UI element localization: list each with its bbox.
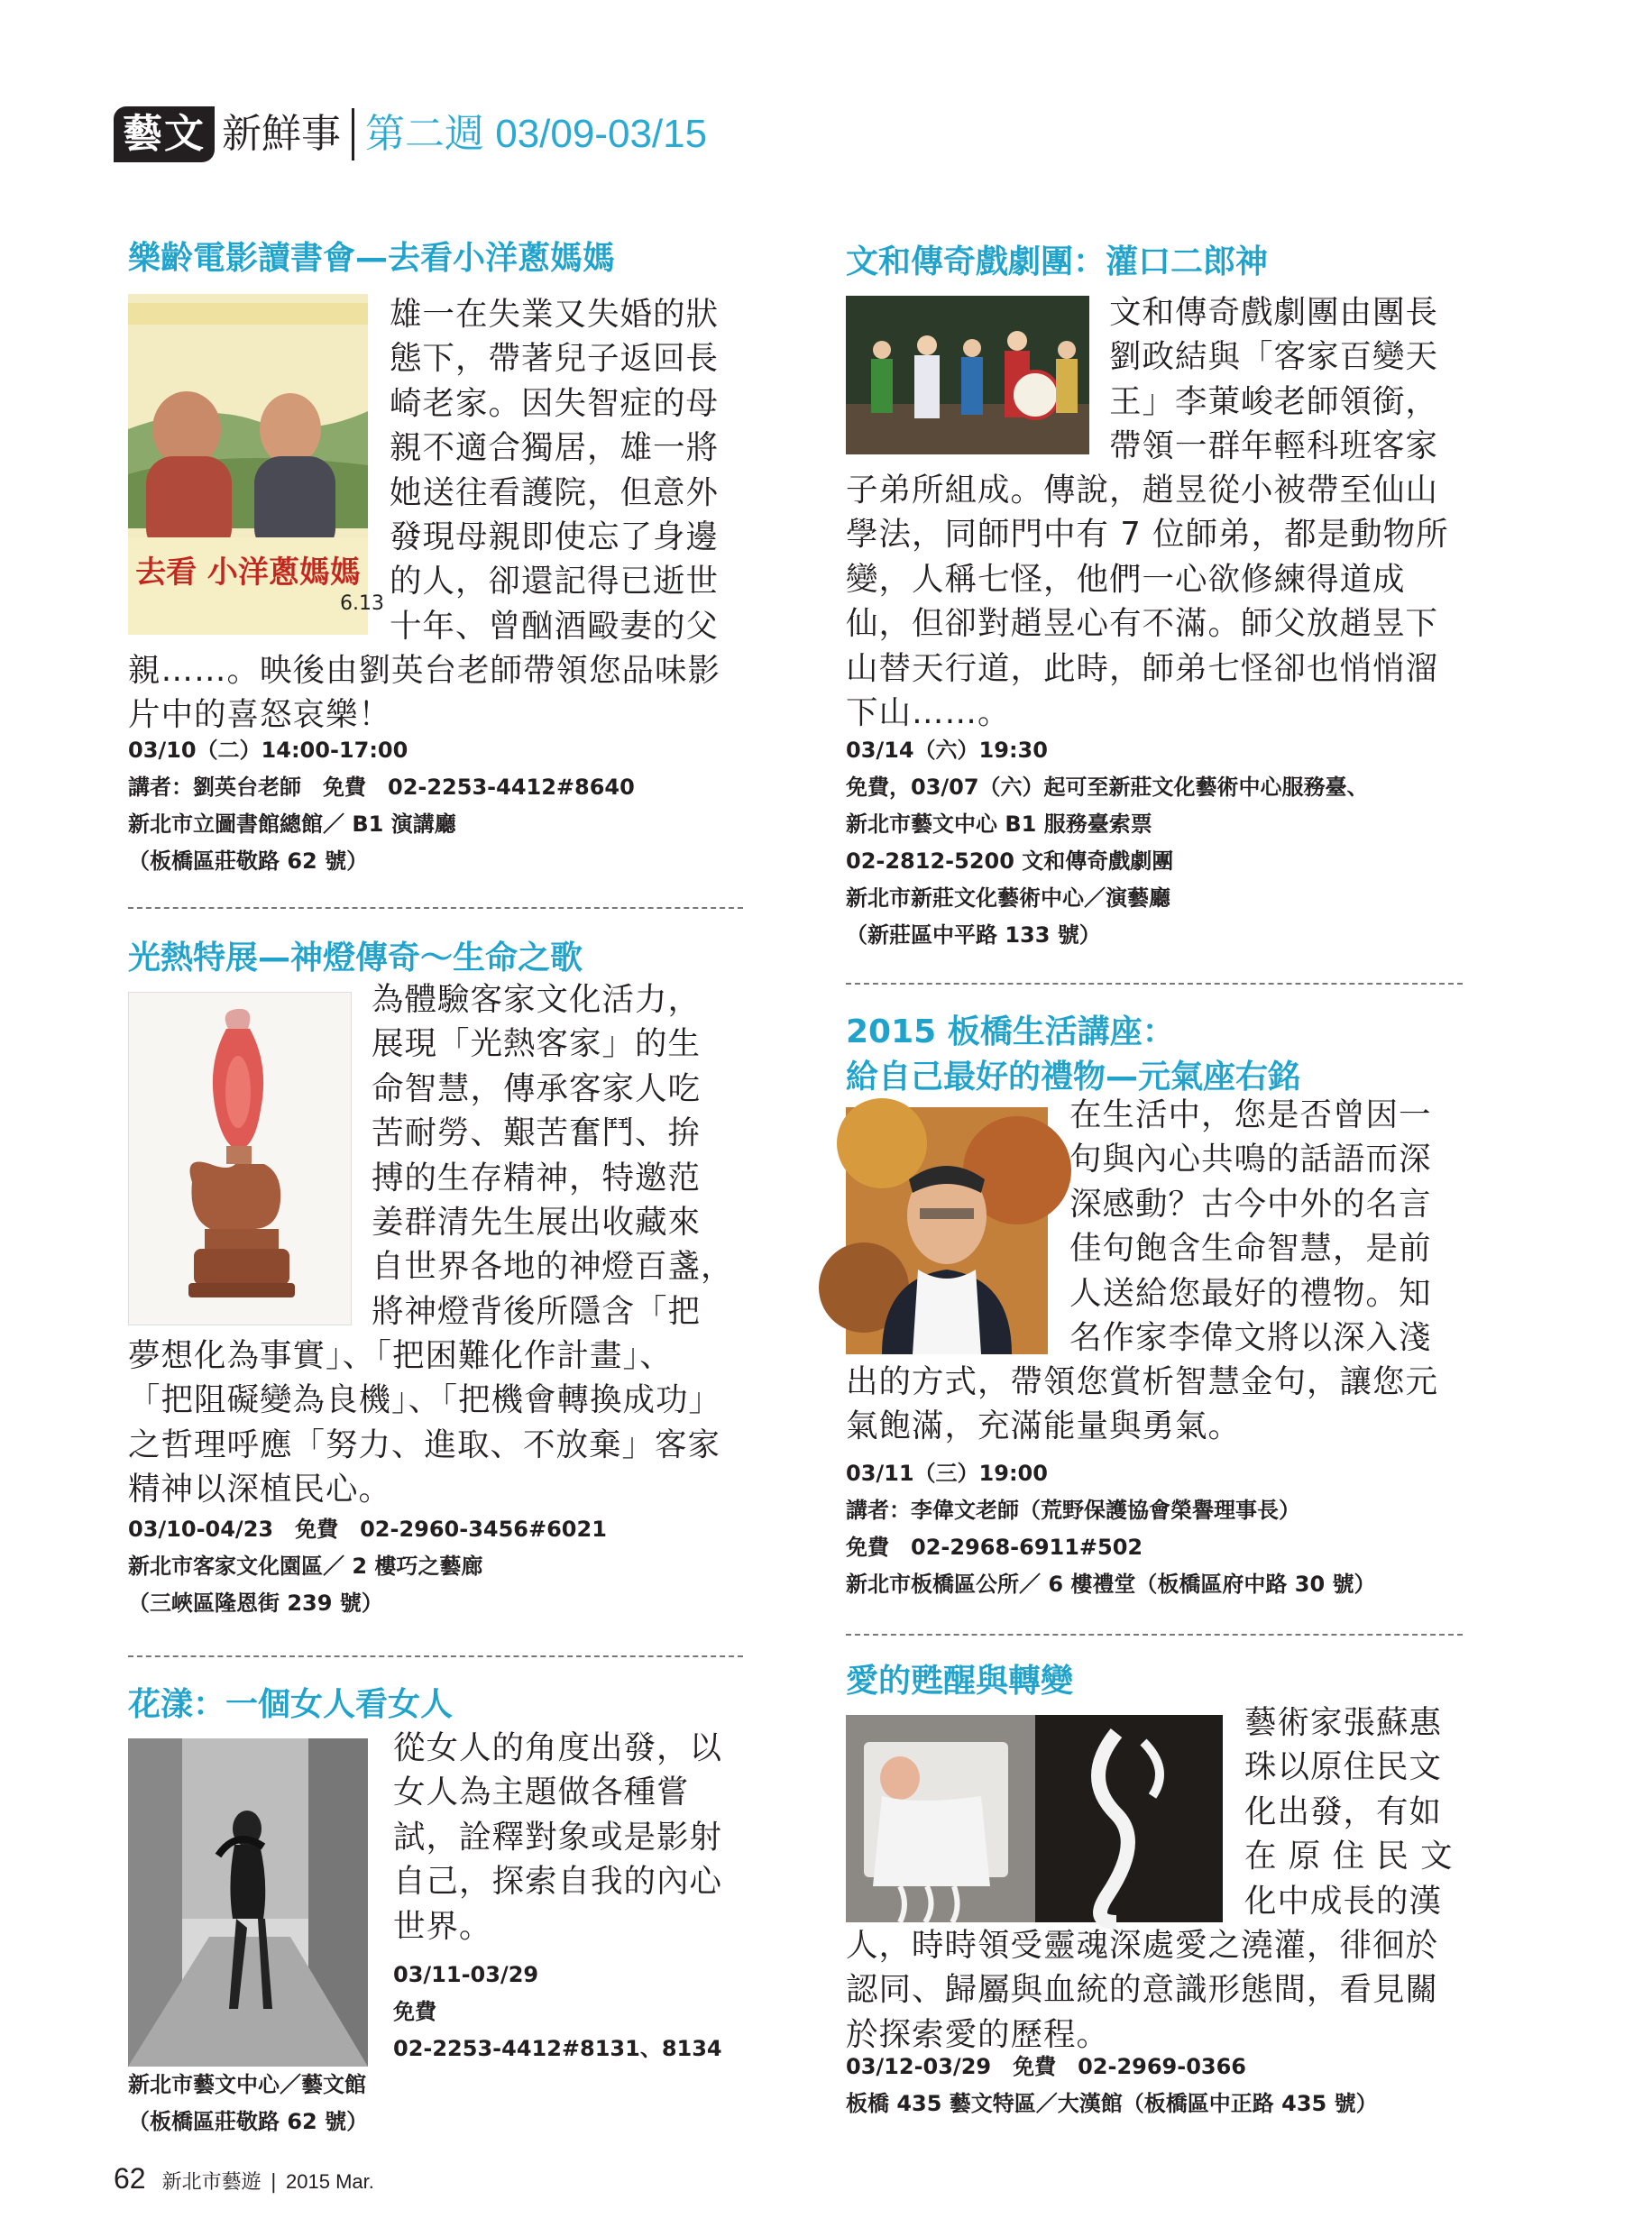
- divider: [128, 907, 743, 909]
- text-line: 藝術家張蘇惠: [1244, 1704, 1443, 1741]
- event-date: 03/12-03/29 免費 02-2969-0366: [846, 2054, 1246, 2079]
- article-opera: [846, 240, 1268, 285]
- text-line: 化出發，有如: [1244, 1792, 1443, 1830]
- article-meta-side: [393, 1957, 722, 2067]
- article-title: 花漾：一個女人看女人: [128, 1686, 454, 1723]
- text-line: 展現「光熱客家」的生: [372, 1025, 702, 1063]
- article-title: 樂齡電影讀書會—去看小洋蔥媽媽: [128, 240, 616, 277]
- article-lecture: [846, 1010, 1300, 1100]
- text-line: 姜群清先生展出收藏來: [372, 1204, 702, 1242]
- article-title: 光熱特展—神燈傳奇～生命之歌: [128, 940, 583, 976]
- article-title: 愛的甦醒與轉變: [846, 1663, 1074, 1700]
- text-line: 自己，探索自我的內心: [393, 1863, 723, 1901]
- text-line: 劉政結與「客家百變天: [1109, 338, 1439, 376]
- event-date: 03/10-04/23 免費 02-2960-3456#6021: [128, 1517, 607, 1542]
- event-address: （板橋區莊敬路 62 號）: [128, 2109, 369, 2134]
- event-venue: 板橋 435 藝文特區／大漢館（板橋區中正路 435 號）: [846, 2091, 1378, 2116]
- divider: [846, 983, 1463, 985]
- svg-text:6.13: 6.13: [340, 592, 384, 615]
- article-body: [390, 292, 719, 648]
- page-number: 62: [114, 2162, 146, 2195]
- speaker-photo: [846, 1107, 1048, 1354]
- text-line: 人，時時領受靈魂深處愛之澆灌，徘徊於: [846, 1927, 1439, 1964]
- article-title: 文和傳奇戲劇團：灌口二郎神: [846, 243, 1269, 280]
- event-date: 03/14（六）19:30: [846, 738, 1048, 763]
- text-line: 文和傳奇戲劇團由團長: [1109, 294, 1439, 331]
- text-line: 片中的喜怒哀樂！: [128, 696, 392, 734]
- text-line: 親……。映後由劉英台老師帶領您品味影: [128, 652, 721, 689]
- text-line: 「把阻礙變為良機」、「把機會轉換成功」: [128, 1381, 722, 1419]
- text-line: 女人為主題做各種嘗: [393, 1774, 690, 1811]
- text-line: 子弟所組成。傳說，趙昱從小被帶至仙山: [846, 472, 1439, 509]
- event-venue: 新北市板橋區公所／ 6 樓禮堂（板橋區府中路 30 號）: [846, 1572, 1376, 1597]
- article-body: [1109, 290, 1438, 469]
- lamp-image: [128, 992, 352, 1325]
- article-body: [1069, 1093, 1432, 1360]
- event-date: 03/10（二）14:00-17:00: [128, 738, 408, 763]
- event-ticket-info: 新北市藝文中心 B1 服務臺索票: [846, 811, 1152, 837]
- event-venue: 新北市新莊文化藝術中心／演藝廳: [846, 885, 1170, 911]
- article-body-cont: [846, 1360, 1438, 1449]
- article-meta: [128, 1511, 607, 1622]
- event-date: 03/11（三）19:00: [846, 1461, 1048, 1486]
- article-meta: [846, 2049, 1378, 2122]
- text-line: 珠以原住民文: [1244, 1748, 1443, 1786]
- text-line: 將神燈背後所隱含「把: [372, 1292, 702, 1330]
- text-line: 試，詮釋對象或是影射: [393, 1818, 723, 1856]
- week-range: 第二週 03/09-03/15: [365, 112, 708, 156]
- publication-name: 新北市藝遊: [161, 2171, 262, 2194]
- event-phone: 02-2812-5200 文和傳奇戲劇團: [846, 848, 1174, 874]
- section-name: 新鮮事: [222, 111, 341, 157]
- text-line: 帶領一群年輕科班客家: [1109, 427, 1439, 465]
- text-line: 化中成長的漢: [1244, 1882, 1443, 1920]
- text-line: 下山……。: [846, 694, 1011, 732]
- article-meta: [846, 732, 1369, 954]
- text-line: 在 原 住 民 文: [1244, 1838, 1454, 1875]
- text-line: 王」李菄峻老師領銜，: [1109, 382, 1439, 420]
- event-ticket-info: 免費，03/07（六）起可至新莊文化藝術中心服務臺、: [846, 775, 1369, 800]
- text-line: 自世界各地的神燈百盞，: [372, 1248, 734, 1286]
- text-line: 人送給您最好的禮物。知: [1069, 1274, 1432, 1312]
- poster-title-text: 去看 小洋蔥媽媽: [135, 555, 361, 591]
- text-line: 態下，帶著兒子返回長: [390, 340, 720, 378]
- article-body-cont: [128, 648, 720, 738]
- opera-stage-image: [846, 296, 1089, 454]
- event-address: （新莊區中平路 133 號）: [846, 922, 1101, 948]
- text-line: 山替天行道，此時，師弟七怪卻也悄悄溜: [846, 649, 1439, 687]
- article-flower: [128, 1682, 453, 1728]
- article-meta: [846, 1455, 1376, 1603]
- text-line: 親不適合獨居，雄一將: [390, 429, 720, 467]
- text-line: 名作家李偉文將以深入淺: [1069, 1319, 1432, 1357]
- text-line: 精神以深植民心。: [128, 1471, 392, 1508]
- text-line: 的人，卻還記得已逝世: [390, 563, 720, 601]
- section-badge: 藝文: [114, 106, 215, 162]
- article-body: [1244, 1701, 1454, 1923]
- page-header: [114, 106, 707, 162]
- event-speaker: 講者：李偉文老師（荒野保護協會榮譽理事長）: [846, 1498, 1300, 1523]
- event-speaker: 講者：劉英台老師 免費 02-2253-4412#8640: [128, 775, 635, 800]
- text-line: 十年、曾酗酒毆妻的父: [390, 607, 720, 645]
- movie-poster-image: [128, 294, 384, 635]
- event-address: （板橋區莊敬路 62 號）: [128, 848, 369, 874]
- article-meta: [128, 2067, 368, 2141]
- article-title-line2: 給自己最好的禮物—元氣座右銘: [846, 1059, 1301, 1096]
- event-address: （三峽區隆恩街 239 號）: [128, 1591, 383, 1616]
- page-footer: [114, 2162, 374, 2196]
- woman-drawing-image: [128, 1738, 368, 2067]
- text-line: 從女人的角度出發，以: [393, 1729, 723, 1766]
- text-line: 氣飽滿，充滿能量與勇氣。: [846, 1407, 1242, 1445]
- text-line: 仙，但卻對趙昱心有不滿。師父放趙昱下: [846, 605, 1439, 643]
- event-venue: 新北市客家文化園區／ 2 樓巧之藝廊: [128, 1554, 483, 1579]
- text-line: 出的方式，帶領您賞析智慧金句，讓您元: [846, 1363, 1439, 1400]
- article-love: [846, 1659, 1073, 1704]
- article-lamp: [128, 936, 583, 981]
- event-date: 03/11-03/29: [393, 1962, 539, 1987]
- event-price: 免費: [393, 1999, 436, 2024]
- text-line: 在生活中，您是否曾因一: [1069, 1096, 1432, 1133]
- article-movie: [128, 236, 759, 281]
- header-divider: [352, 108, 354, 160]
- text-line: 命智慧，傳承客家人吃: [372, 1069, 702, 1107]
- event-phone: 02-2253-4412#8131、8134: [393, 2036, 722, 2061]
- event-venue: 新北市藝文中心／藝文館: [128, 2072, 366, 2097]
- text-line: 搏的生存精神，特邀范: [372, 1159, 702, 1196]
- article-body-cont: [128, 1334, 721, 1512]
- text-line: 為體驗客家文化活力，: [372, 981, 702, 1018]
- article-body: [372, 977, 734, 1334]
- article-body-cont: [846, 468, 1449, 735]
- text-line: 於探索愛的歷程。: [846, 2015, 1110, 2053]
- text-line: 夢想化為事實」、「把困難化作計畫」、: [128, 1337, 673, 1374]
- article-body: [393, 1726, 722, 1948]
- text-line: 她送往看護院，但意外: [390, 473, 720, 511]
- article-title-line1: 2015 板橋生活講座：: [846, 1013, 1175, 1050]
- text-line: 苦耐勞、艱苦奮鬥、拚: [372, 1114, 702, 1152]
- issue-date: 2015 Mar.: [286, 2170, 374, 2193]
- divider: [128, 1655, 743, 1657]
- text-line: 深感動？古今中外的名言: [1069, 1185, 1432, 1223]
- article-meta: [128, 732, 635, 880]
- event-phone: 免費 02-2968-6911#502: [846, 1535, 1143, 1560]
- text-line: 世界。: [393, 1907, 492, 1945]
- text-line: 變，人稱七怪，他們一心欲修練得道成: [846, 560, 1406, 598]
- footer-separator: |: [270, 2171, 278, 2194]
- text-line: 認同、歸屬與血統的意識形態間，看見關: [846, 1971, 1439, 2009]
- text-line: 句與內心共鳴的話語而深: [1069, 1141, 1432, 1178]
- text-line: 佳句飽含生命智慧，是前: [1069, 1230, 1432, 1268]
- text-line: 發現母親即使忘了身邊: [390, 518, 720, 556]
- artwork-image: [846, 1715, 1223, 1922]
- text-line: 之哲理呼應「努力、進取、不放棄」客家: [128, 1426, 721, 1463]
- event-venue: 新北市立圖書館總館／ B1 演講廳: [128, 811, 456, 837]
- text-line: 崎老家。因失智症的母: [390, 384, 720, 422]
- article-body-cont: [846, 1923, 1438, 2057]
- text-line: 學法，同師門中有 7 位師弟，都是動物所: [846, 516, 1449, 554]
- text-line: 雄一在失業又失婚的狀: [390, 296, 720, 333]
- divider: [846, 1634, 1463, 1636]
